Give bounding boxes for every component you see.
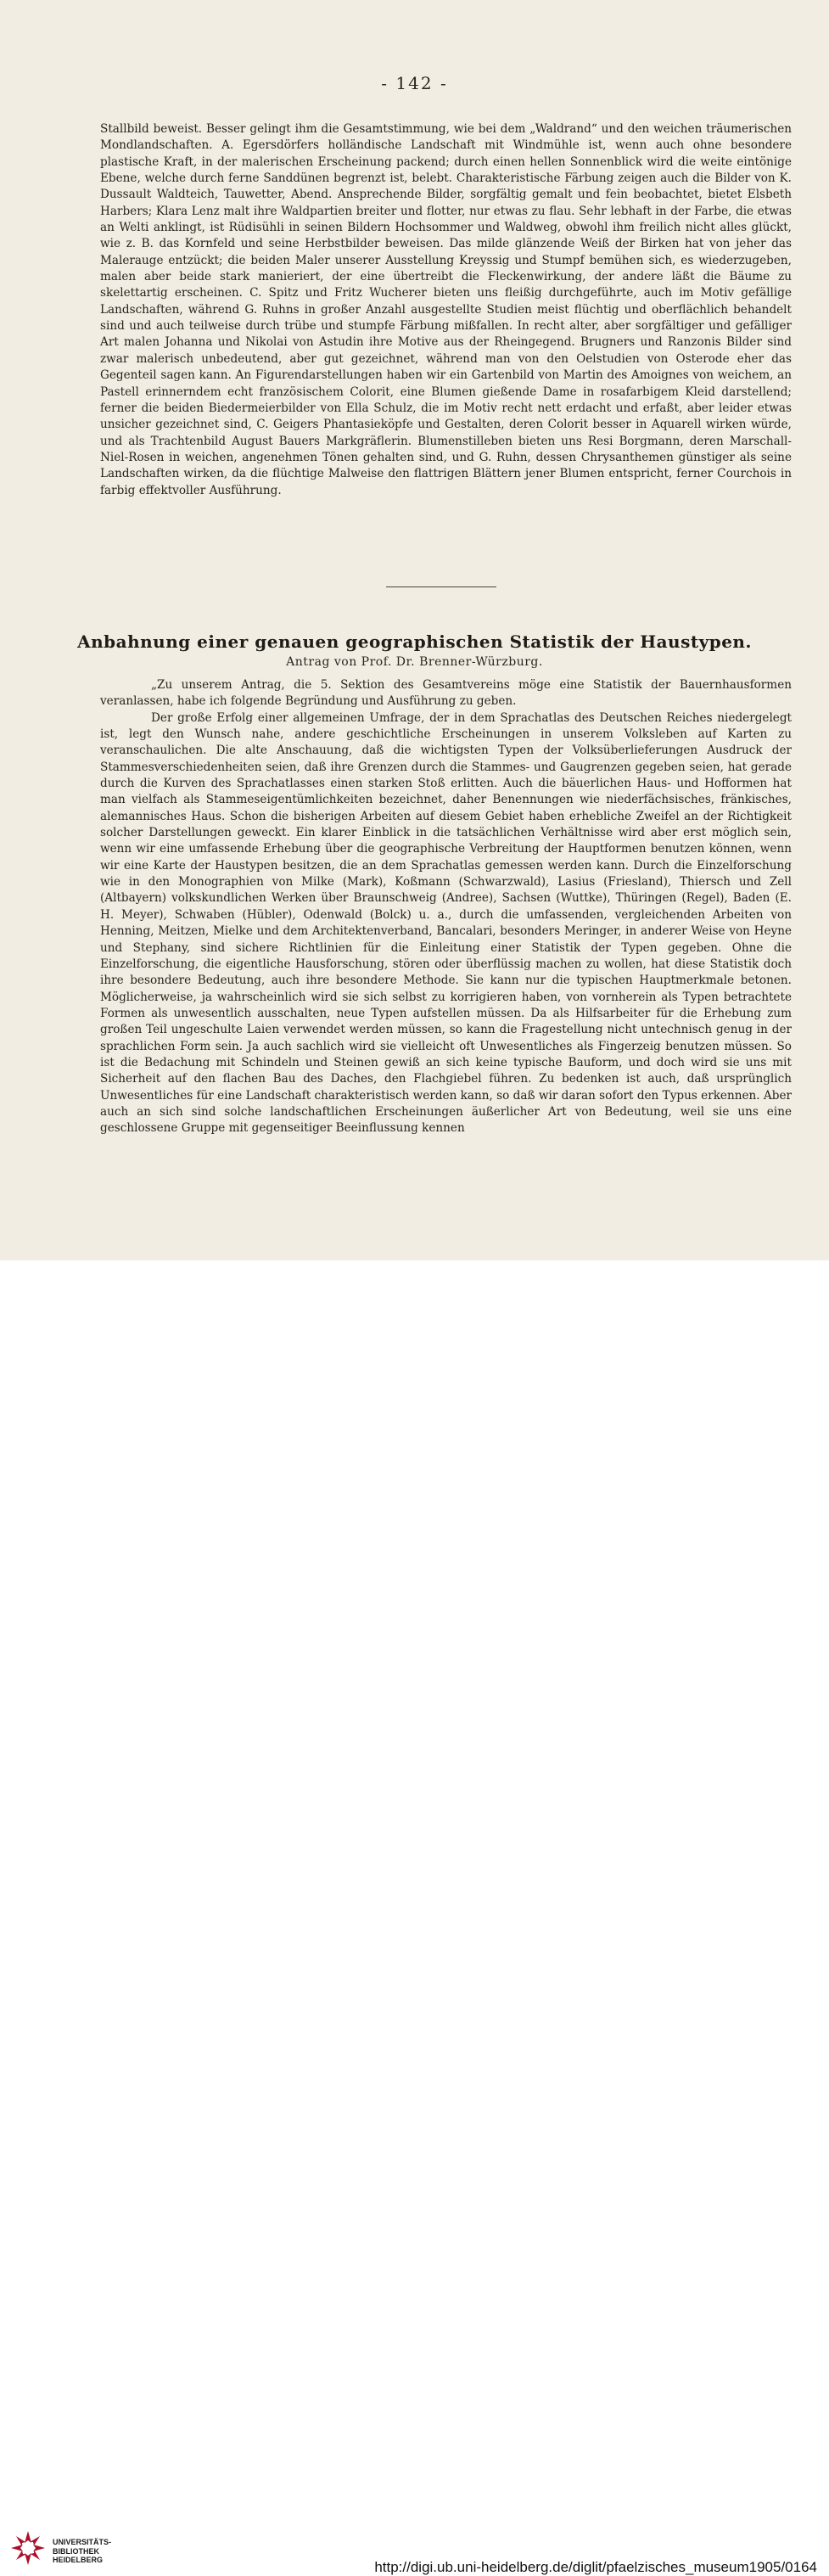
article-body xyxy=(100,677,792,1137)
article-title: Anbahnung einer genauen geographischen Statistik der Haustypen. xyxy=(77,631,752,652)
scanned-page xyxy=(0,0,829,1260)
section-divider xyxy=(386,586,496,587)
article-paragraph: „Zu unserem Antrag, die 5. Sektion des Gesamtvereins möge eine Statistik der Bauernhausformen veranlassen, habe ich folgende Begründung und Ausführung zu geben. xyxy=(100,678,792,709)
university-library-logo-icon xyxy=(9,2529,47,2567)
article-paragraph: Der große Erfolg einer allgemeinen Umfrage, der in dem Sprachatlas des Deutschen Reiches niedergelegt ist, legt den Wunsch nahe, andere geschichtliche Erscheinungen in unserem Volksleben auf Karten zu veranschaulichen. Die alte Anschauung, daß die wichtigsten Typen der Volksüberlieferungen Ausdruck der Stammesverschiedenheiten seien, daß ihre Grenzen durch die Stammes- und Gaugrenzen gegeben seien, hat gerade durch die Kurven des Sprachatlasses einen starken Stoß erlitten. Auch die bäuerlichen Haus- und Hofformen hat man vielfach als Stammeseigentümlichkeiten bezeichnet, daher Benennungen wie niederfächsisches, fränkisches, alemannisches Haus. Schon die bisherigen Arbeiten auf diesem Gebiet haben erhebliche Zweifel an der Richtigkeit solcher Darstellungen geweckt. Ein klarer Einblick in die tatsächlichen Verhältnisse wird aber erst möglich sein, wenn wir eine umfassende Erhebung über die geographische Verbreitung der Hauptformen benutzen können, wenn wir eine Karte der Haustypen besitzen, die an dem Sprachatlas gemessen werden kann. Durch die Einzelforschung wie in den Monographien von Milke (Mark), Koßmann (Schwarzwald), Lasius (Friesland), Thiersch und Zell (Altbayern) volkskundlichen Werken über Braunschweig (Andree), Sachsen (Wuttke), Thüringen (Regel), Baden (E. H. Meyer), Schwaben (Hübler), Odenwald (Bolck) u. a., durch die umfassenden, vergleichenden Arbeiten von Henning, Meitzen, Mielke und dem Architektenverband, Bancalari, besonders Meringer, in anderer Weise von Heyne und Stephany, sind sichere Richtlinien für die Einleitung einer Statistik der Typen gegeben. Ohne die Einzelforschung, die eigentliche Hausforschung, stören oder überflüssig machen zu wollen, hat diese Statistik doch ihre besondere Bedeutung, auch ihre besondere Methode. Sie kann nur die typischen Hauptmerkmale betonen. Möglicherweise, ja wahrscheinlich wird sie sich selbst zu korrigieren haben, von vornherein als Typen betrachtete Formen als unwesentlich ausschalten, neue Typen aufstellen müssen. Da als Hilfsarbeiter für die Erhebung zum großen Teil ungeschulte Laien verwendet werden müssen, so kann die Fragestellung nicht untechnisch genug in der sprachlichen Form sein. Ja auch sachlich wird sie vielleicht oft Unwesentliches als Fingerzeig benutzen müssen. So ist die Bedachung mit Schindeln und Steinen gewiß an sich keine typische Bauform, und doch wird sie uns mit Sicherheit auf den flachen Bau des Daches, den Flachgiebel führen. Zu bedenken ist auch, daß ursprünglich Unwesentliches für eine Landschaft charakteristisch werden kann, so daß wir daran sofort den Typus erkennen. Aber auch an sich sind solche landschaftlichen Erscheinungen äußerlicher Art von Bedeutung, weil sie uns eine geschlossene Gruppe mit gegenseitiger Beeinflussung kennen xyxy=(100,710,792,1136)
article-byline: Antrag von Prof. Dr. Brenner-Würzburg. xyxy=(286,655,543,669)
body-paragraph: Stallbild beweist. Besser gelingt ihm die Gesamtstimmung, wie bei dem „Waldrand“ und den weichen träumerischen Mondlandschaften. A. Egersdörfers holländische Landschaft mit Windmühle ist, wenn auch ohne besondere plastische Kraft, in der malerischen Erscheinung packend; durch einen hellen Sonnenblick wird die weite eintönige Ebene, welche durch ferne Sanddünen begrenzt ist, belebt. Charakteristische Färbung zeigen auch die Bilder von K. Dussault Waldteich, Tauwetter, Abend. Ansprechende Bilder, sorgfältig gemalt und fein beobachtet, bietet Elsbeth Harbers; Klara Lenz malt ihre Waldpartien breiter und flotter, nur etwas zu flau. Sehr lebhaft in der Farbe, die etwas an Welti anklingt, ist Rüdisühli in seinen Bildern Hochsommer und Waldweg, obwohl ihm freilich nicht alles glückt, wie z. B. das Kornfeld und seine Herbstbilder beweisen. Das milde glänzende Weiß der Birken hat von jeher das Malerauge entzückt; die beiden Maler unserer Ausstellung Kreyssig und Stumpf bemühen sich, es wiederzugeben, malen aber beide stark manieriert, der eine übertreibt die Fleckenwirkung, der andere läßt die Bäume zu skelettartig erscheinen. C. Spitz und Fritz Wucherer bieten uns fleißig durchgeführte, auch im Motiv gefällige Landschaften, während G. Ruhns in großer Anzahl ausgestellte Studien meist flüchtig und oberflächlich behandelt sind und auch teilweise durch trübe und stumpfe Färbung mißfallen. In recht alter, aber sorgfältiger und gefälliger Art malen Johanna und Nikolai von Astudin ihre Motive aus der Rheingegend. Brugners und Ranzonis Bilder sind zwar malerisch unbedeutend, aber gut gezeichnet, während man von den Oelstudien von Osterode eher das Gegenteil sagen kann. An Figurendarstellungen haben wir ein Gartenbild von Martin des Amoignes von weichem, an Pastell erinnerndem echt französischem Colorit, eine Blumen gießende Dame in rosafarbigem Kleid darstellend; ferner die beiden Biedermeierbilder von Ella Schulz, die im Motiv recht nett erdacht und erfaßt, aber leider etwas unsicher gezeichnet sind, C. Geigers Phantasieköpfe und Gestalten, deren Colorit besser in Aquarell wirken würde, und als Trachtenbild August Bauers Markgräflerin. Blumenstilleben bieten uns Resi Borgmann, deren Marschall-Niel-Rosen in weichen, angenehmen Tönen gehalten sind, und G. Ruhn, dessen Chrysanthemen günstiger als seine Landschaften wirken, da die flüchtige Malweise den flattrigen Blättern jener Blumen entspricht, ferner Courchois in farbig effektvoller Ausführung. xyxy=(100,122,792,497)
library-name: UNIVERSITÄTS- BIBLIOTHEK HEIDELBERG xyxy=(53,2538,112,2564)
page-number: - 142 - xyxy=(381,73,448,93)
footer xyxy=(0,1260,829,2575)
source-url[interactable]: http://digi.ub.uni-heidelberg.de/diglit/pfaelzisches_museum1905/0164 xyxy=(374,2559,817,2575)
